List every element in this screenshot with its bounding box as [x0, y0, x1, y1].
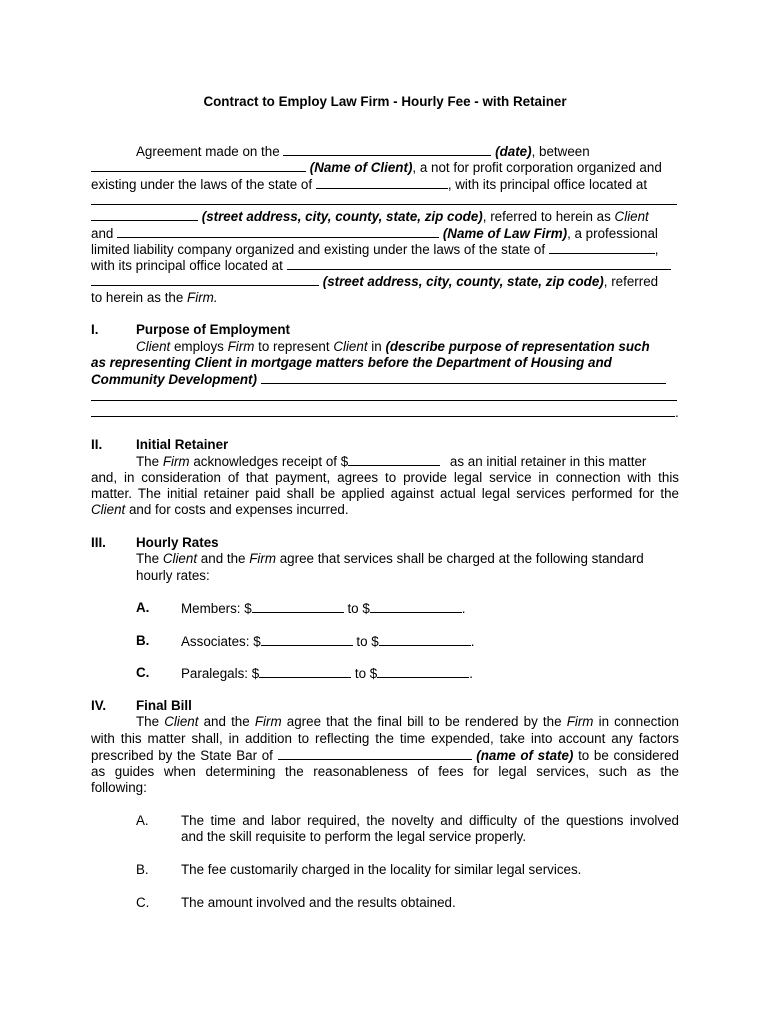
section2-line-4 [91, 502, 679, 518]
section3-line-1 [91, 551, 679, 567]
client-word: Client [164, 714, 199, 729]
date-blank[interactable] [283, 143, 491, 156]
factor-letter: C. [136, 895, 150, 910]
client-word: Client [162, 551, 198, 566]
body-text: agree that services shall be charged at the following standard [279, 551, 644, 566]
description-label: Community Development) [91, 372, 257, 387]
firm-word: Firm [254, 714, 282, 729]
rate-letter: C. [136, 665, 150, 680]
body-text: and the [203, 714, 250, 729]
section-number: III. [91, 535, 106, 550]
preamble-text: with its principal office located at [91, 258, 283, 273]
paralegals-max-blank[interactable] [377, 665, 469, 678]
preamble-text: to herein as the [91, 290, 184, 305]
section-heading: Initial Retainer [136, 437, 229, 452]
document-title: Contract to Employ Law Firm - Hourly Fee - with Retainer [203, 94, 567, 109]
preamble-text: , referred to herein as [482, 209, 611, 224]
client-name-blank[interactable] [91, 159, 306, 172]
client-word: Client [91, 502, 126, 517]
firm-name-blank[interactable] [117, 225, 439, 238]
rate-paralegals [181, 665, 473, 682]
factor-c-line-1: The amount involved and the results obtained. [181, 895, 456, 910]
preamble-text: , [654, 242, 659, 257]
purpose-blank-3[interactable] [91, 404, 675, 417]
preamble-text: existing under the laws of the state of [91, 177, 313, 192]
firm-state-blank[interactable] [549, 241, 655, 254]
section4-line-4: as guides when determining the reasonableness of fees for legal services, such as the [91, 764, 679, 779]
section-number: IV. [91, 698, 107, 713]
section-heading: Final Bill [136, 698, 192, 713]
preamble-line-1 [91, 143, 679, 160]
factor-letter: B. [136, 862, 149, 877]
body-text: to represent [258, 339, 330, 354]
firm-name-label: (Name of Law Firm) [442, 226, 568, 241]
preamble-line-6 [91, 225, 679, 242]
preamble-line-7 [91, 241, 679, 258]
section2-line-2: and, in consideration of that payment, agrees to provide legal service in connection with this [91, 470, 679, 485]
preamble-text: , with its principal office located at [447, 177, 648, 192]
client-word: Client [614, 209, 649, 224]
body-text: in [371, 339, 382, 354]
client-name-label: (Name of Client) [309, 160, 413, 175]
factor-b-line-1: The fee customarily charged in the locality for similar legal services. [181, 862, 582, 877]
firm-word: Firm [162, 454, 190, 469]
section1-line-3 [91, 371, 679, 388]
section1-line-1 [91, 339, 679, 355]
members-min-blank[interactable] [252, 600, 344, 613]
preamble-text: , between [531, 144, 590, 159]
client-address-blank-1[interactable] [91, 192, 677, 205]
section1-line-5 [91, 404, 679, 421]
rate-label: Associates: $ [181, 634, 261, 649]
members-max-blank[interactable] [370, 600, 462, 613]
preamble-text: and [91, 226, 114, 241]
purpose-blank-1[interactable] [261, 371, 666, 384]
state-label: (name of state) [476, 748, 574, 763]
preamble-line-10 [91, 290, 679, 306]
preamble-line-4 [91, 192, 679, 209]
rate-to: to $ [354, 666, 378, 681]
preamble-line-2 [91, 159, 679, 176]
body-text: as an initial retainer in this matter [449, 454, 647, 469]
rate-to: to $ [356, 634, 379, 649]
rate-to: to $ [347, 601, 370, 616]
factor-letter: A. [136, 813, 149, 828]
associates-min-blank[interactable] [261, 633, 353, 646]
body-text: The [136, 714, 160, 729]
client-word: Client [333, 339, 368, 354]
rate-letter: B. [136, 633, 150, 648]
firm-address-blank-1[interactable] [287, 257, 671, 270]
address-label: (street address, city, county, state, zip code) [201, 209, 483, 224]
rate-end: . [461, 601, 466, 616]
rate-letter: A. [136, 600, 150, 615]
section-number: I. [91, 322, 99, 337]
section4-line-1 [91, 714, 679, 730]
description-label: as representing Client in mortgage matters before the Department of Housing and [91, 355, 612, 370]
client-state-blank[interactable] [316, 176, 448, 189]
rate-end: . [469, 666, 473, 681]
section2-line-1 [91, 453, 679, 470]
purpose-blank-2[interactable] [91, 388, 677, 401]
paralegals-min-blank[interactable] [259, 665, 351, 678]
preamble-text: , a not for profit corporation organized and [412, 160, 662, 175]
body-text: and for costs and expenses incurred. [128, 502, 349, 517]
client-word: Client [136, 339, 171, 354]
body-text: agree that the final bill to be rendered by the [286, 714, 562, 729]
preamble-line-8 [91, 257, 679, 274]
factor-a-line-1: The time and labor required, the novelty and difficulty of the questions involved [181, 813, 679, 828]
rate-associates [181, 633, 474, 650]
section-heading: Hourly Rates [136, 535, 219, 550]
body-text: . [675, 405, 679, 420]
section3-line-2: hourly rates: [136, 568, 210, 583]
preamble-text: Agreement made on the [136, 144, 280, 159]
section4-line-2: with this matter shall, in addition to reflecting the time expended, take into account any factors [91, 731, 679, 746]
section-heading: Purpose of Employment [136, 322, 291, 337]
rate-members [181, 600, 466, 617]
rate-end: . [470, 634, 475, 649]
body-text: The [136, 551, 160, 566]
state-bar-blank[interactable] [278, 747, 472, 760]
associates-max-blank[interactable] [379, 633, 471, 646]
preamble-line-5 [91, 208, 679, 225]
firm-word: Firm [566, 714, 594, 729]
preamble-line-9 [91, 273, 679, 290]
retainer-amount-blank[interactable] [348, 453, 440, 466]
address-label: (street address, city, county, state, zip code) [322, 274, 604, 289]
client-address-blank-2[interactable] [91, 208, 198, 221]
section1-line-2 [91, 355, 679, 371]
body-text: employs [173, 339, 224, 354]
preamble-text: , referred [603, 274, 659, 289]
firm-word: Firm. [187, 290, 218, 305]
firm-word: Firm [227, 339, 255, 354]
body-text: to be considered [578, 748, 679, 763]
section2-line-3: matter. The initial retainer paid shall be applied against actual legal services performed for the [91, 486, 679, 501]
section4-line-5: following: [91, 780, 147, 795]
section1-line-4 [91, 388, 679, 405]
preamble-line-3 [91, 176, 679, 193]
firm-word: Firm [249, 551, 276, 566]
section-number: II. [91, 437, 103, 452]
factor-a-line-2: and the skill requisite to perform the legal service properly. [181, 829, 527, 844]
preamble-text: limited liability company organized and existing under the laws of the state of [91, 242, 546, 257]
body-text: and the [200, 551, 246, 566]
body-text: The [136, 454, 160, 469]
firm-address-blank-2[interactable] [91, 273, 319, 286]
body-text: acknowledges receipt of $ [193, 454, 349, 469]
preamble-text: , a professional [567, 226, 658, 241]
body-text: prescribed by the State Bar of [91, 748, 273, 763]
rate-label: Members: $ [181, 601, 252, 616]
rate-label: Paralegals: $ [181, 666, 260, 681]
body-text: in connection [598, 714, 679, 729]
description-label: (describe purpose of representation such [385, 339, 650, 354]
section4-line-3 [91, 747, 679, 764]
date-label: (date) [495, 144, 532, 159]
